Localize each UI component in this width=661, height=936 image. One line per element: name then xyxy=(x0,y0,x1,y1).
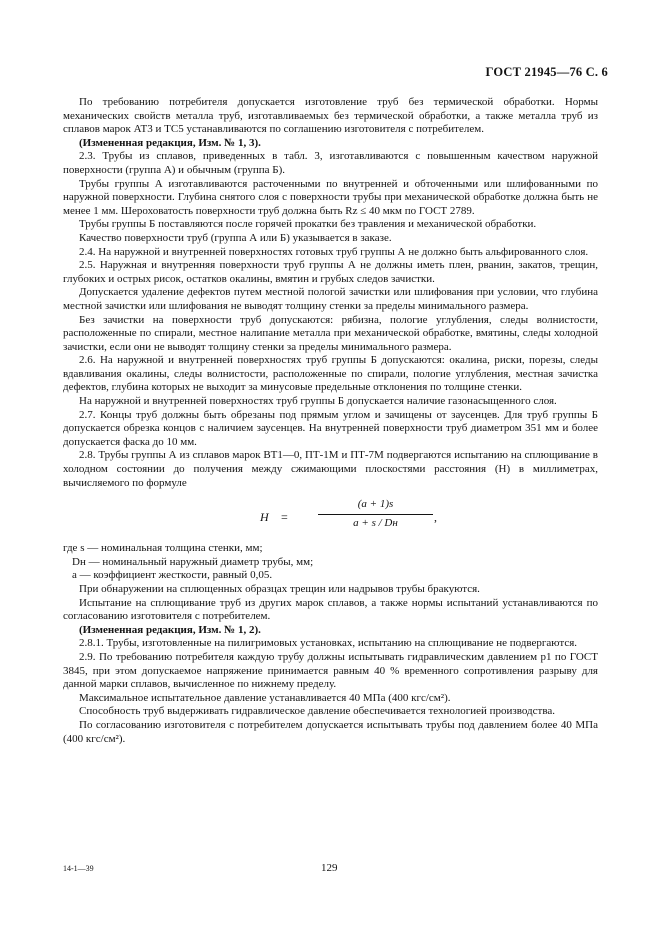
formula-lhs: H xyxy=(260,510,269,525)
paragraph: Способность труб выдерживать гидравлическое давление обеспечивается технологией производства. xyxy=(79,705,556,718)
revision-note: (Измененная редакция, Изм. № 1, 2). xyxy=(79,623,261,636)
paragraph: 2.8. Трубы группы А из сплавов марок ВТ1—0, ПТ-1М и ПТ-7М подвергаются испытанию на сплющивание в холодном состоянии до получения между сжимающими плоскостями расстояния (H) в миллиметрах, вычисляемого по формуле xyxy=(63,449,598,489)
formula-definitions xyxy=(63,542,598,583)
flattening-formula xyxy=(63,496,598,538)
definition-item: a — коэффициент жесткости, равный 0,05. xyxy=(72,569,273,582)
paragraph: Трубы группы Б поставляются после горячей прокатки без травления и механической обработки. xyxy=(79,218,537,231)
print-code: 14-1—39 xyxy=(63,864,94,873)
formula-denominator: a + s / Dн xyxy=(353,516,398,529)
paragraph: 2.9. По требованию потребителя каждую трубу должны испытывать гидравлическим давлением p1 по ГОСТ 3845, при этом допускаемое напряжение принимается равным 40 % временного сопротивления разрыву для данной марки сплавов, вычисленное по нижнему пределу. xyxy=(63,650,598,691)
formula-trail: , xyxy=(434,510,437,525)
paragraph: 2.6. На наружной и внутренней поверхностях труб группы Б допускаются: окалина, риски, порезы, следы вдавливания окалины, следы волнистости, расположенные по спирали, пологие углубления, местная зачистка дефектов, глубина которых не выходит за минусовые предельные отклонения по толщине стенки. xyxy=(63,354,598,394)
page-number: 129 xyxy=(321,862,338,874)
paragraph: По требованию потребителя допускается изготовление труб без термической обработки. Нормы механических свойств металла труб, изготавливаемых без термической обработки, а также металла труб из сплавов марок АТ3 и ТС5 устанавливаются по соглашению изготовителя с потребителем. xyxy=(63,96,598,136)
formula-equals: = xyxy=(281,510,288,525)
paragraph: Допускается удаление дефектов путем местной пологой зачистки или шлифования при условии, что глубина местной зачистки или шлифования не выводят толщину стенки за пределы минимального размера. xyxy=(63,286,598,312)
page-header: ГОСТ 21945—76 С. 6 xyxy=(485,65,608,79)
paragraph: 2.8.1. Трубы, изготовленные на пилигримовых установках, испытанию на сплющивание не подвергаются. xyxy=(79,637,578,650)
document-body xyxy=(63,96,598,746)
paragraph: 2.7. Концы труб должны быть обрезаны под прямым углом и зачищены от заусенцев. Для труб группы Б допускается обрезка концов с наличием заусенцев. На внутренней поверхности труб диаметром 351 мм и более допускается фаска до 10 мм. xyxy=(63,408,598,448)
paragraph: Качество поверхности труб (группа А или Б) указывается в заказе. xyxy=(79,231,392,244)
paragraph: Максимальное испытательное давление устанавливается 40 МПа (400 кгс/см²). xyxy=(79,691,451,704)
paragraph: 2.4. На наружной и внутренней поверхностях готовых труб группы А не должно быть альфированного слоя. xyxy=(79,245,589,258)
paragraph: Трубы группы А изготавливаются расточенными по внутренней и обточенными или шлифованными по наружной поверхности. Глубина снятого слоя с поверхности трубы при механической обработке должна быть не менее 1 мм. Шероховатость поверхности труб должна быть Rz ≤ 40 мкм по ГОСТ 2789. xyxy=(63,177,598,217)
revision-note: (Измененная редакция, Изм. № 1, 3). xyxy=(79,136,261,149)
paragraph: По согласованию изготовителя с потребителем допускается испытывать трубы под давлением более 40 МПа (400 кгс/см²). xyxy=(63,718,598,745)
formula-numerator: (a + 1)s xyxy=(318,498,433,515)
formula-fraction xyxy=(318,498,433,530)
paragraph: Без зачистки на поверхности труб допускаются: рябизна, пологие углубления, следы волнистости, расположенные по спирали, местное налипание металла при механической обработке, вмятины, следы холодной зачистки, если они не выводят толщину стенки за пределы минимального размера. xyxy=(63,313,598,353)
paragraph: 2.5. Наружная и внутренняя поверхности труб группы А не должны иметь плен, рванин, закатов, трещин, глубоких и острых рисок, остатков окалины, вмятин и грубых следов зачистки. xyxy=(63,259,598,285)
paragraph: При обнаружении на сплющенных образцах трещин или надрывов трубы бракуются. xyxy=(79,583,480,595)
paragraph: Испытание на сплющивание труб из других марок сплавов, а также нормы испытаний устанавливаются по согласованию изготовителя с потребителем. xyxy=(63,596,598,623)
paragraph: 2.3. Трубы из сплавов, приведенных в табл. 3, изготавливаются с повышенным качеством наружной поверхности (группа А) и обычным (группа Б). xyxy=(63,150,598,176)
definition-item: Dн — номинальный наружный диаметр трубы, мм; xyxy=(72,555,314,568)
paragraph: На наружной и внутренней поверхностях труб группы Б допускается наличие газонасыщенного слоя. xyxy=(79,395,557,408)
definition-item: где s — номинальная толщина стенки, мм; xyxy=(63,542,263,555)
